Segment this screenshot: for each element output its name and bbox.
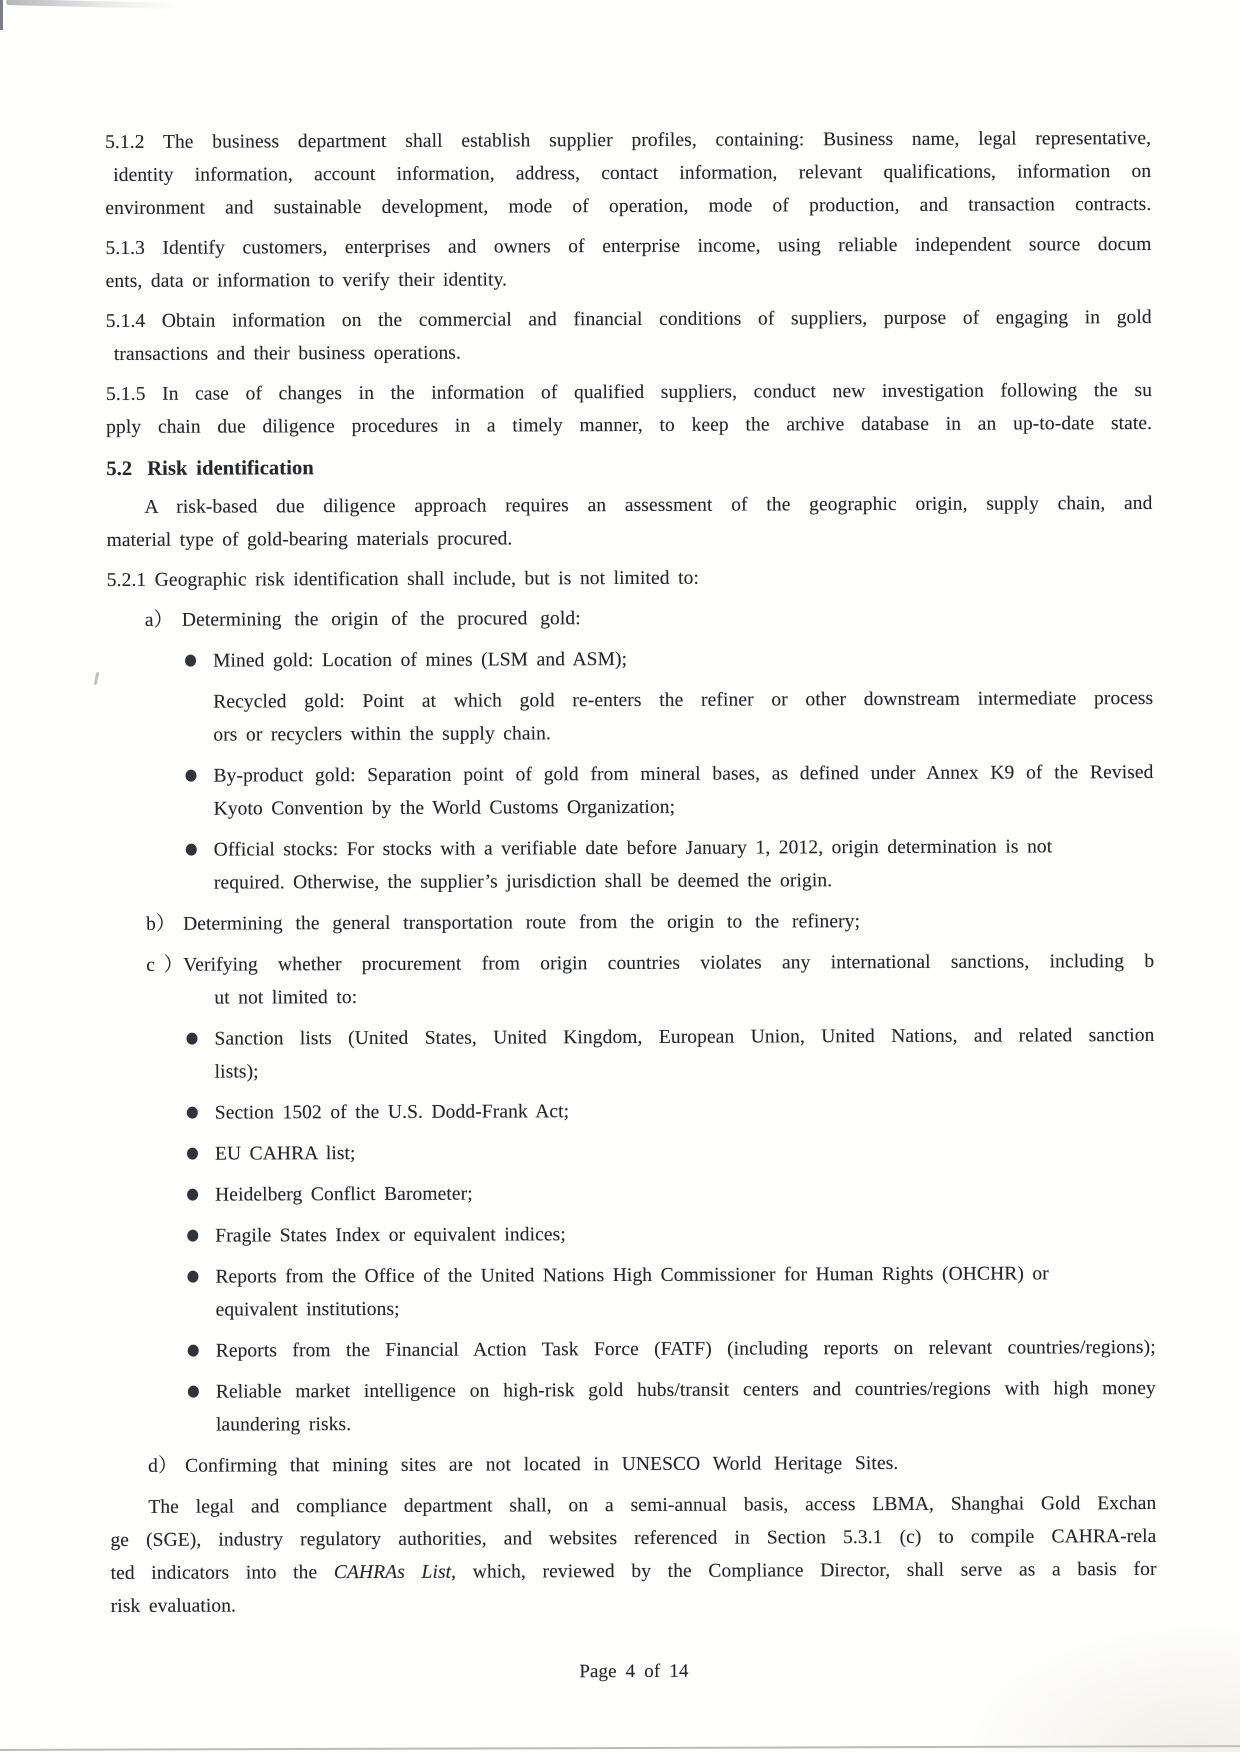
bullet-icon bbox=[188, 1345, 199, 1357]
paragraph-recycled-gold bbox=[107, 682, 1153, 752]
paragraph-line: environment and sustainable development, mode of operation, mode of production, and transaction contracts. bbox=[105, 193, 1152, 219]
bullet-item-market-intelligence bbox=[110, 1372, 1156, 1442]
list-item-letter: b） bbox=[146, 913, 176, 935]
paragraph-risk-intro bbox=[106, 487, 1152, 557]
list-item-line bbox=[148, 1446, 1156, 1483]
bullet-line: By-product gold: Separation point of gold from mineral bases, as defined under Annex K9 of the Revised bbox=[213, 761, 1154, 787]
paragraph-closing bbox=[110, 1487, 1156, 1623]
paragraph-line: pply chain due diligence procedures in a timely manner, to keep the archive database in an up-to-date state. bbox=[106, 412, 1153, 438]
list-item-letter: c） bbox=[146, 954, 184, 976]
bullet-line: Kyoto Convention by the World Customs Organization; bbox=[213, 796, 676, 820]
bullet-item-fragile-states bbox=[109, 1216, 1155, 1253]
bullet-line: Heidelberg Conflict Barometer; bbox=[215, 1183, 473, 1206]
list-item-letter: d） bbox=[148, 1455, 178, 1477]
bullet-item-dodd-frank bbox=[109, 1093, 1155, 1130]
paragraph-line: Recycled gold: Point at which gold re-enters the refiner or other downstream intermediate process bbox=[213, 687, 1154, 713]
bullet-line: Reports from the Financial Action Task Force (FATF) (including reports on relevant countries/regions); bbox=[215, 1336, 1156, 1362]
paragraph-line: A risk-based due diligence approach requires an assessment of the geographic origin, supply chain, and bbox=[144, 492, 1153, 518]
paragraph-text: ted indicators into the bbox=[110, 1562, 334, 1584]
paragraph-line: identity information, account information, address, contact information, relevant qualifications, information on bbox=[113, 160, 1152, 186]
bullet-line: Section 1502 of the U.S. Dodd-Frank Act; bbox=[214, 1101, 570, 1124]
scan-smudge bbox=[6, 0, 178, 9]
paragraph-line: ge (SGE), industry regulatory authorities, and websites referenced in Section 5.3.1 (c) to compile CAHRA-rela bbox=[110, 1525, 1157, 1551]
bullet-icon bbox=[187, 1189, 198, 1201]
scan-edge-mark bbox=[0, 0, 3, 30]
list-item-line bbox=[145, 600, 1153, 637]
paragraph-5-1-3 bbox=[105, 228, 1151, 298]
bullet-item-fatf bbox=[110, 1331, 1156, 1368]
paragraph-line: ents, data or information to verify their identity. bbox=[105, 269, 508, 292]
bullet-icon bbox=[185, 655, 196, 667]
bullet-icon bbox=[185, 770, 196, 782]
bullet-line: Mined gold: Location of mines (LSM and ASM); bbox=[213, 648, 628, 672]
scan-margin-tick bbox=[94, 672, 100, 685]
paragraph-5-2-1 bbox=[107, 560, 1153, 597]
list-item-line bbox=[146, 945, 1154, 982]
paragraph-5-1-2 bbox=[105, 122, 1151, 225]
bullet-line: Fragile States Index or equivalent indices; bbox=[215, 1224, 566, 1247]
paragraph-line: material type of gold-bearing materials procured. bbox=[106, 528, 513, 551]
bullet-line: Reliable market intelligence on high-risk gold hubs/transit centers and countries/regions with high money bbox=[215, 1377, 1156, 1403]
section-heading-5-2 bbox=[106, 449, 1152, 486]
list-item-d bbox=[110, 1446, 1156, 1483]
list-item-b bbox=[108, 904, 1154, 941]
bullet-item-ohchr bbox=[109, 1257, 1155, 1327]
list-item-line: ut not limited to: bbox=[214, 987, 358, 1009]
bullet-line: Reports from the Office of the United Nations High Commissioner for Human Rights (OHCHR) or bbox=[215, 1263, 1049, 1288]
paragraph-line: 5.1.2 The business department shall establish supplier profiles, containing: Business name, legal representative, bbox=[105, 127, 1152, 153]
bullet-icon bbox=[187, 1271, 198, 1283]
list-item-line bbox=[146, 904, 1154, 941]
bullet-item-heidelberg bbox=[109, 1175, 1155, 1212]
bullet-line: equivalent institutions; bbox=[215, 1298, 400, 1321]
bullet-line: laundering risks. bbox=[215, 1414, 352, 1436]
paragraph-5-1-5 bbox=[106, 374, 1152, 444]
bullet-line: Official stocks: For stocks with a verifiable date before January 1, 2012, origin determination is not bbox=[213, 836, 1053, 861]
bullet-icon bbox=[186, 1033, 197, 1045]
list-item-text: Determining the origin of the procured gold: bbox=[181, 608, 581, 631]
bullet-item-eu-cahra bbox=[109, 1134, 1155, 1171]
bullet-icon bbox=[188, 1386, 199, 1398]
paragraph-line: ors or recyclers within the supply chain. bbox=[213, 723, 552, 746]
paragraph-line: 5.1.4 Obtain information on the commercial and financial conditions of suppliers, purpose of engaging in gold bbox=[105, 306, 1152, 332]
bullet-line: lists); bbox=[214, 1061, 259, 1083]
page-number-footer: Page 4 of 14 bbox=[579, 1660, 689, 1683]
list-item-text: Verifying whether procurement from origin countries violates any international sanctions, including b bbox=[183, 950, 1155, 976]
list-item-c bbox=[108, 945, 1154, 1015]
bullet-icon bbox=[187, 1107, 198, 1119]
heading-number: 5.2 bbox=[106, 457, 133, 480]
bullet-line: EU CAHRA list; bbox=[214, 1143, 356, 1165]
bullet-line: required. Otherwise, the supplier’s jurisdiction shall be deemed the origin. bbox=[213, 870, 833, 894]
paragraph-line: 5.1.3 Identify customers, enterprises and owners of enterprise income, using reliable independent source docum bbox=[105, 233, 1152, 259]
list-item-a bbox=[107, 600, 1153, 637]
bullet-item-official-stocks bbox=[108, 830, 1154, 900]
paragraph-5-1-4 bbox=[106, 301, 1152, 371]
bullet-icon bbox=[187, 1148, 198, 1160]
paragraph-line bbox=[110, 1553, 1156, 1590]
bullet-icon bbox=[187, 1230, 198, 1242]
paragraph-line: The legal and compliance department shall, on a semi-annual basis, access LBMA, Shanghai Gold Exchan bbox=[148, 1492, 1157, 1518]
paragraph-line: risk evaluation. bbox=[110, 1595, 237, 1617]
document-body bbox=[105, 122, 1157, 1690]
paragraph-line: transactions and their business operations. bbox=[113, 342, 461, 365]
list-item-text: Confirming that mining sites are not located in UNESCO World Heritage Sites. bbox=[185, 1452, 899, 1477]
paragraph-line: 5.1.5 In case of changes in the information of qualified suppliers, conduct new investigation following the su bbox=[105, 379, 1153, 405]
list-item-text: Determining the general transportation route from the origin to the refinery; bbox=[183, 911, 861, 935]
heading-title: Risk identification bbox=[147, 457, 314, 480]
list-item-letter: a） bbox=[144, 609, 174, 631]
bullet-item-sanction-lists bbox=[108, 1019, 1154, 1089]
bullet-item-byproduct-gold bbox=[107, 756, 1153, 826]
paragraph-text: , which, reviewed by the Compliance Director, shall serve as a basis for bbox=[451, 1558, 1157, 1583]
paragraph-line: 5.2.1 Geographic risk identification shall include, but is not limited to: bbox=[106, 567, 699, 591]
bullet-line: Sanction lists (United States, United Kingdom, European Union, United Nations, and related sanction bbox=[214, 1024, 1155, 1050]
italic-term-cahras-list: CAHRAs List bbox=[333, 1561, 452, 1584]
bullet-icon bbox=[186, 844, 197, 856]
bullet-item-mined-gold bbox=[107, 641, 1153, 678]
